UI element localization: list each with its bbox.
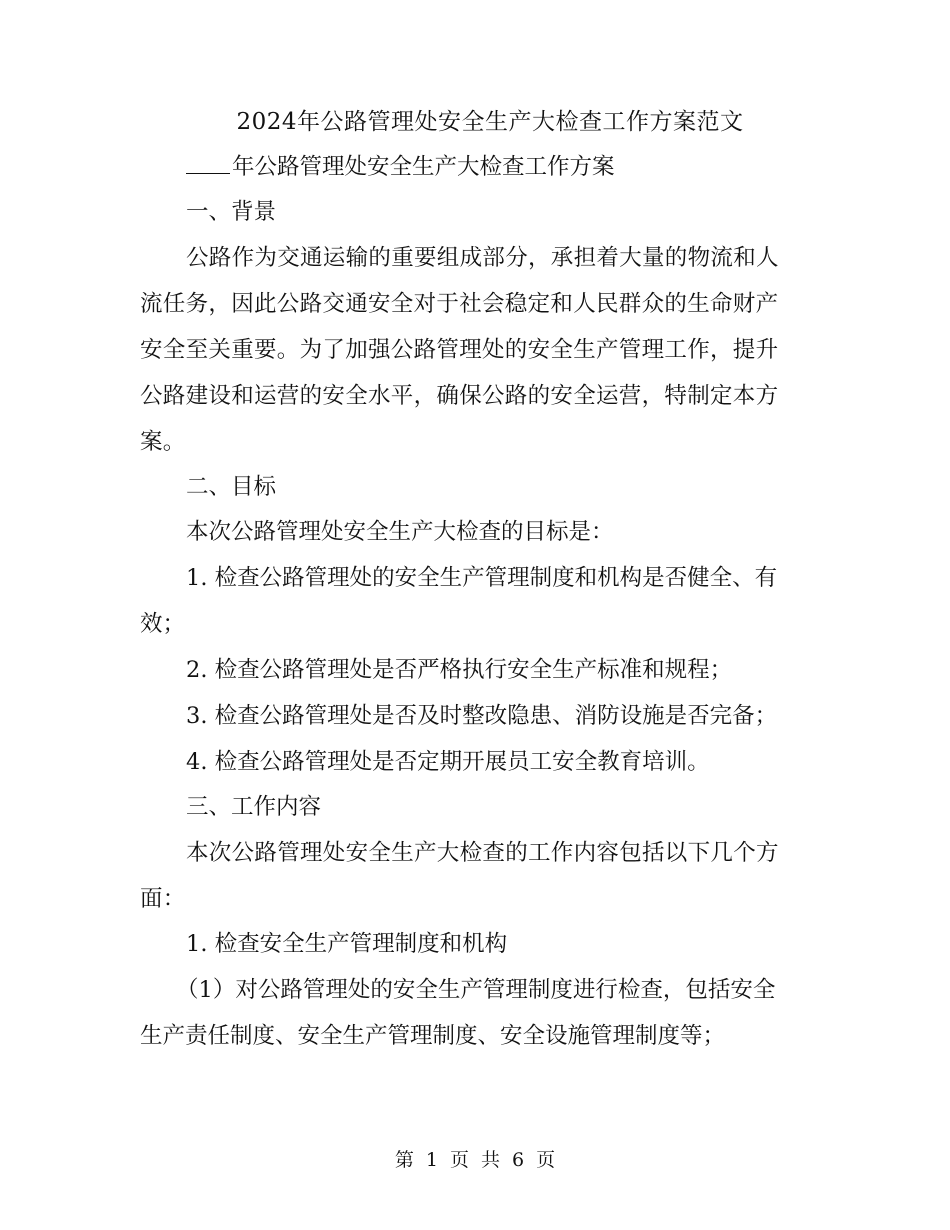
background-paragraph — [140, 235, 810, 465]
goal-item-line: 4. 检查公路管理处是否定期开展员工安全教育培训。 — [186, 749, 710, 775]
work-item-1: 1. 检查安全生产管理制度和机构 — [186, 931, 508, 957]
paragraph-line: 流任务，因此公路交通安全对于社会稳定和人民群众的生命财产 — [140, 291, 779, 317]
goal-item-line: 3. 检查公路管理处是否及时整改隐患、消防设施是否完备； — [186, 703, 778, 729]
goal-item — [140, 555, 810, 647]
paragraph-line: 案。 — [140, 429, 186, 455]
document-title: 2024年公路管理处安全生产大检查工作方案范文 — [236, 109, 744, 135]
section-heading-work-content: 三、工作内容 — [186, 794, 322, 820]
paragraph-line: 公路建设和运营的安全水平，确保公路的安全运营，特制定本方 — [140, 383, 779, 409]
section-heading-background: 一、背景 — [186, 199, 277, 225]
work-content-intro — [140, 830, 810, 922]
goals-intro: 本次公路管理处安全生产大检查的目标是： — [186, 519, 614, 545]
document-body — [140, 100, 810, 1059]
page-footer: 第 1 页 共 6 页 — [394, 1149, 556, 1171]
paragraph-line: 面： — [140, 886, 186, 912]
fill-in-blank — [186, 155, 230, 174]
goal-item — [140, 647, 810, 693]
paragraph-line: 公路作为交通运输的重要组成部分，承担着大量的物流和人 — [186, 245, 779, 271]
subtitle-text: 年公路管理处安全生产大检查工作方案 — [232, 154, 615, 180]
section-heading-goals: 二、目标 — [186, 474, 277, 500]
goal-item — [140, 739, 810, 785]
goal-item-line: 2. 检查公路管理处是否严格执行安全生产标准和规程； — [186, 657, 733, 683]
goal-item-line: 1. 检查公路管理处的安全生产管理制度和机构是否健全、有 — [186, 565, 778, 591]
goal-item — [140, 693, 810, 739]
work-subitem-1 — [140, 967, 810, 1059]
subitem-line: 生产责任制度、安全生产管理制度、安全设施管理制度等； — [140, 1023, 726, 1049]
paragraph-line: 本次公路管理处安全生产大检查的工作内容包括以下几个方 — [186, 840, 779, 866]
paragraph-line: 安全至关重要。为了加强公路管理处的安全生产管理工作，提升 — [140, 337, 779, 363]
subitem-line: （1）对公路管理处的安全生产管理制度进行检查，包括安全 — [176, 977, 776, 1003]
goal-item-line: 效； — [140, 611, 186, 637]
document-subtitle — [140, 145, 810, 190]
